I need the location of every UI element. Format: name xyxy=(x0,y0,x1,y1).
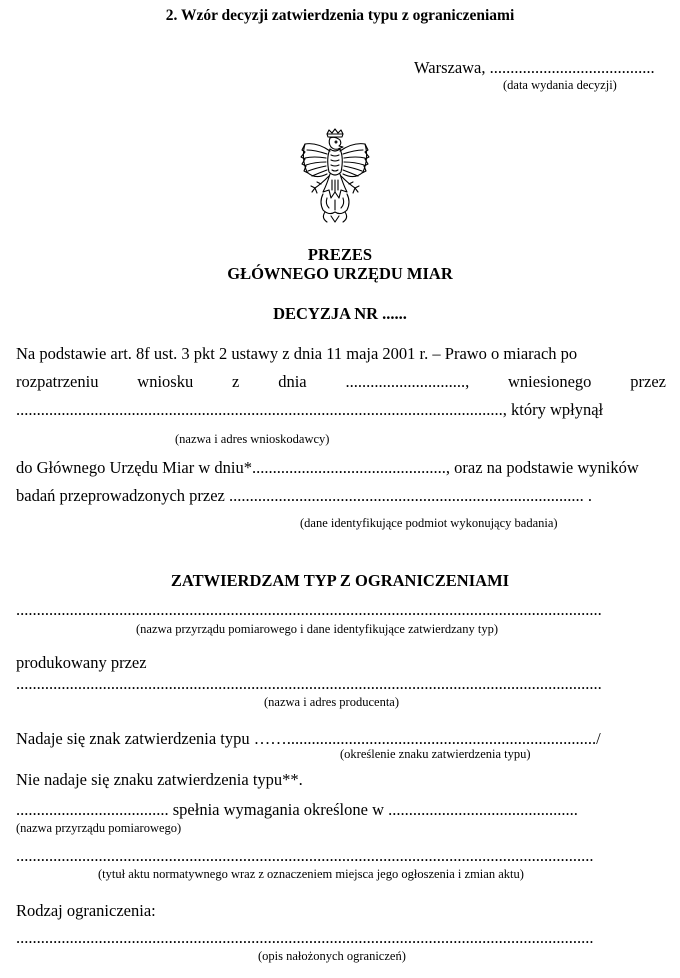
application-date-field: ............................., xyxy=(345,372,470,391)
applicant-hint: (nazwa i adres wnioskodawcy) xyxy=(175,432,330,446)
no-mark-line: Nie nadaje się znaku zatwierdzenia typu**. xyxy=(16,770,303,789)
body-line-4: do Głównego Urzędu Miar w dniu*..............................................., oraz na podstawie wyników xyxy=(16,458,639,477)
normative-act-hint: (tytuł aktu normatywnego wraz z oznaczeniem miejsca jego ogłoszenia i zmian aktu) xyxy=(98,867,524,881)
place-date-line: Warszawa, ........................................ xyxy=(414,58,655,77)
approval-heading: ZATWIERDZAM TYP Z OGRANICZENIAMI xyxy=(170,571,510,590)
normative-act-dots: ............................................................................................................................................ xyxy=(16,846,594,865)
body-word: przez xyxy=(630,372,666,391)
restriction-hint: (opis nałożonych ograniczeń) xyxy=(258,949,406,963)
body-line-3: ......................................................................................................................, który wpłynął xyxy=(16,400,604,419)
authority-name: GŁÓWNEGO URZĘDU MIAR xyxy=(227,264,453,283)
restriction-label: Rodzaj ograniczenia: xyxy=(16,901,156,920)
body-word: wniosku xyxy=(137,372,194,391)
body-line-1: Na podstawie art. 8f ust. 3 pkt 2 ustawy z dnia 11 maja 2001 r. – Prawo o miarach po xyxy=(16,344,578,363)
instrument-dots: .............................................................................................................................................. xyxy=(16,600,602,619)
body-word: dnia xyxy=(278,372,307,391)
approval-mark-hint: (określenie znaku zatwierdzenia typu) xyxy=(340,747,531,761)
manufacturer-dots: .............................................................................................................................................. xyxy=(16,674,602,693)
instrument-hint: (nazwa przyrządu pomiarowego i dane identyfikujące zatwierdzany typ) xyxy=(136,622,498,636)
body-line-5: badań przeprowadzonych przez ...................................................................................... . xyxy=(16,486,593,505)
approval-mark-line: Nadaje się znak zatwierdzenia typu …….........................................................................../ xyxy=(16,729,601,748)
manufacturer-label: produkowany przez xyxy=(16,653,147,672)
section-title: 2. Wzór decyzji zatwierdzenia typu z ograniczeniami xyxy=(165,7,515,24)
body-line-2 xyxy=(16,372,666,392)
testing-entity-hint: (dane identyfikujące podmiot wykonujący badania) xyxy=(300,516,558,530)
requirements-line: ..................................... spełnia wymagania określone w .............................................. xyxy=(16,800,578,819)
place-date-hint: (data wydania decyzji) xyxy=(503,78,617,92)
restriction-dots: ............................................................................................................................................ xyxy=(16,928,594,947)
decision-number: DECYZJA NR ...... xyxy=(273,304,407,323)
manufacturer-hint: (nazwa i adres producenta) xyxy=(264,695,399,709)
authority-title: PREZES xyxy=(307,245,373,264)
body-word: z xyxy=(232,372,240,391)
eagle-emblem-icon xyxy=(297,128,373,224)
requirements-hint: (nazwa przyrządu pomiarowego) xyxy=(16,821,182,835)
body-word: rozpatrzeniu xyxy=(16,372,99,391)
body-word: wniesionego xyxy=(508,372,592,391)
